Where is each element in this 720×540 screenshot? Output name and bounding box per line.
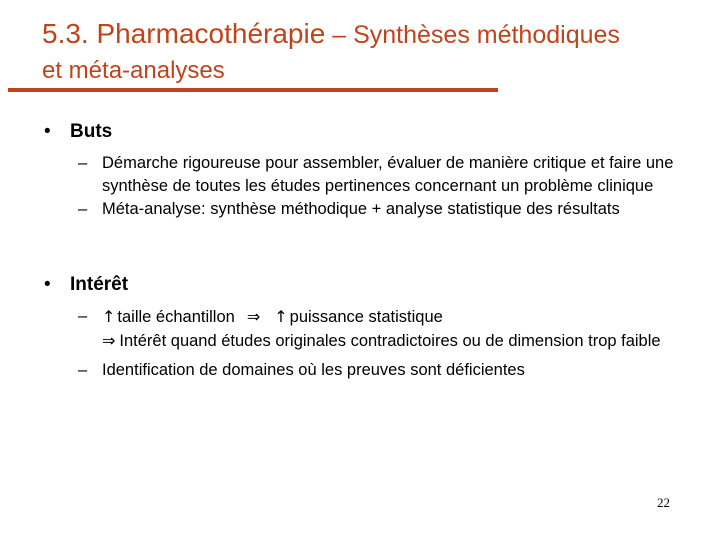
dash-icon: – [78, 307, 88, 325]
list-item-text: taille échantillon [117, 308, 235, 326]
list-item [42, 152, 682, 198]
list-item-text: Méta-analyse: synthèse méthodique + analyse statistique des résultats [102, 200, 620, 218]
title-underline [8, 88, 498, 92]
arrow-up-icon: ↑ [102, 307, 116, 326]
section-heading [42, 118, 682, 146]
title-separator: – [325, 21, 354, 49]
dash-icon: – [78, 361, 88, 379]
list-item [42, 359, 682, 382]
implies-arrow-icon: ⇒ [102, 331, 116, 350]
title-subtitle-b: et méta-analyses [42, 57, 225, 84]
list-item-text: puissance statistique [289, 308, 443, 326]
dash-icon: – [78, 154, 88, 172]
dash-icon: – [78, 200, 88, 218]
sub-list [42, 152, 682, 221]
slide-title [42, 14, 712, 85]
list-item [42, 198, 682, 221]
sub-list [42, 305, 682, 382]
title-main: 5.3. Pharmacothérapie [42, 18, 326, 49]
list-item [42, 305, 682, 353]
arrow-up-icon: ↑ [274, 307, 288, 326]
list-item-text: Intérêt quand études originales contradictoires ou de dimension trop faible [119, 332, 661, 350]
section-interet [42, 271, 682, 382]
title-subtitle-a: Synthèses méthodiques [353, 21, 620, 49]
slide-content [42, 118, 682, 382]
title-line-1 [42, 14, 712, 59]
section-buts [42, 118, 682, 221]
implies-arrow-icon: ⇒ [246, 307, 261, 326]
bullet-icon: • [44, 121, 51, 142]
list-item-text: Identification de domaines où les preuves sont déficientes [102, 361, 525, 379]
bullet-icon: • [44, 274, 51, 295]
section-spacer [42, 221, 682, 271]
section-heading [42, 271, 682, 299]
list-item-text: Démarche rigoureuse pour assembler, évaluer de manière critique et faire une synthèse de toutes les études pertinences concernant un problème clinique [102, 154, 674, 195]
heading-text: Intérêt [70, 274, 129, 295]
page-number: 22 [657, 495, 670, 510]
heading-text: Buts [70, 121, 113, 142]
